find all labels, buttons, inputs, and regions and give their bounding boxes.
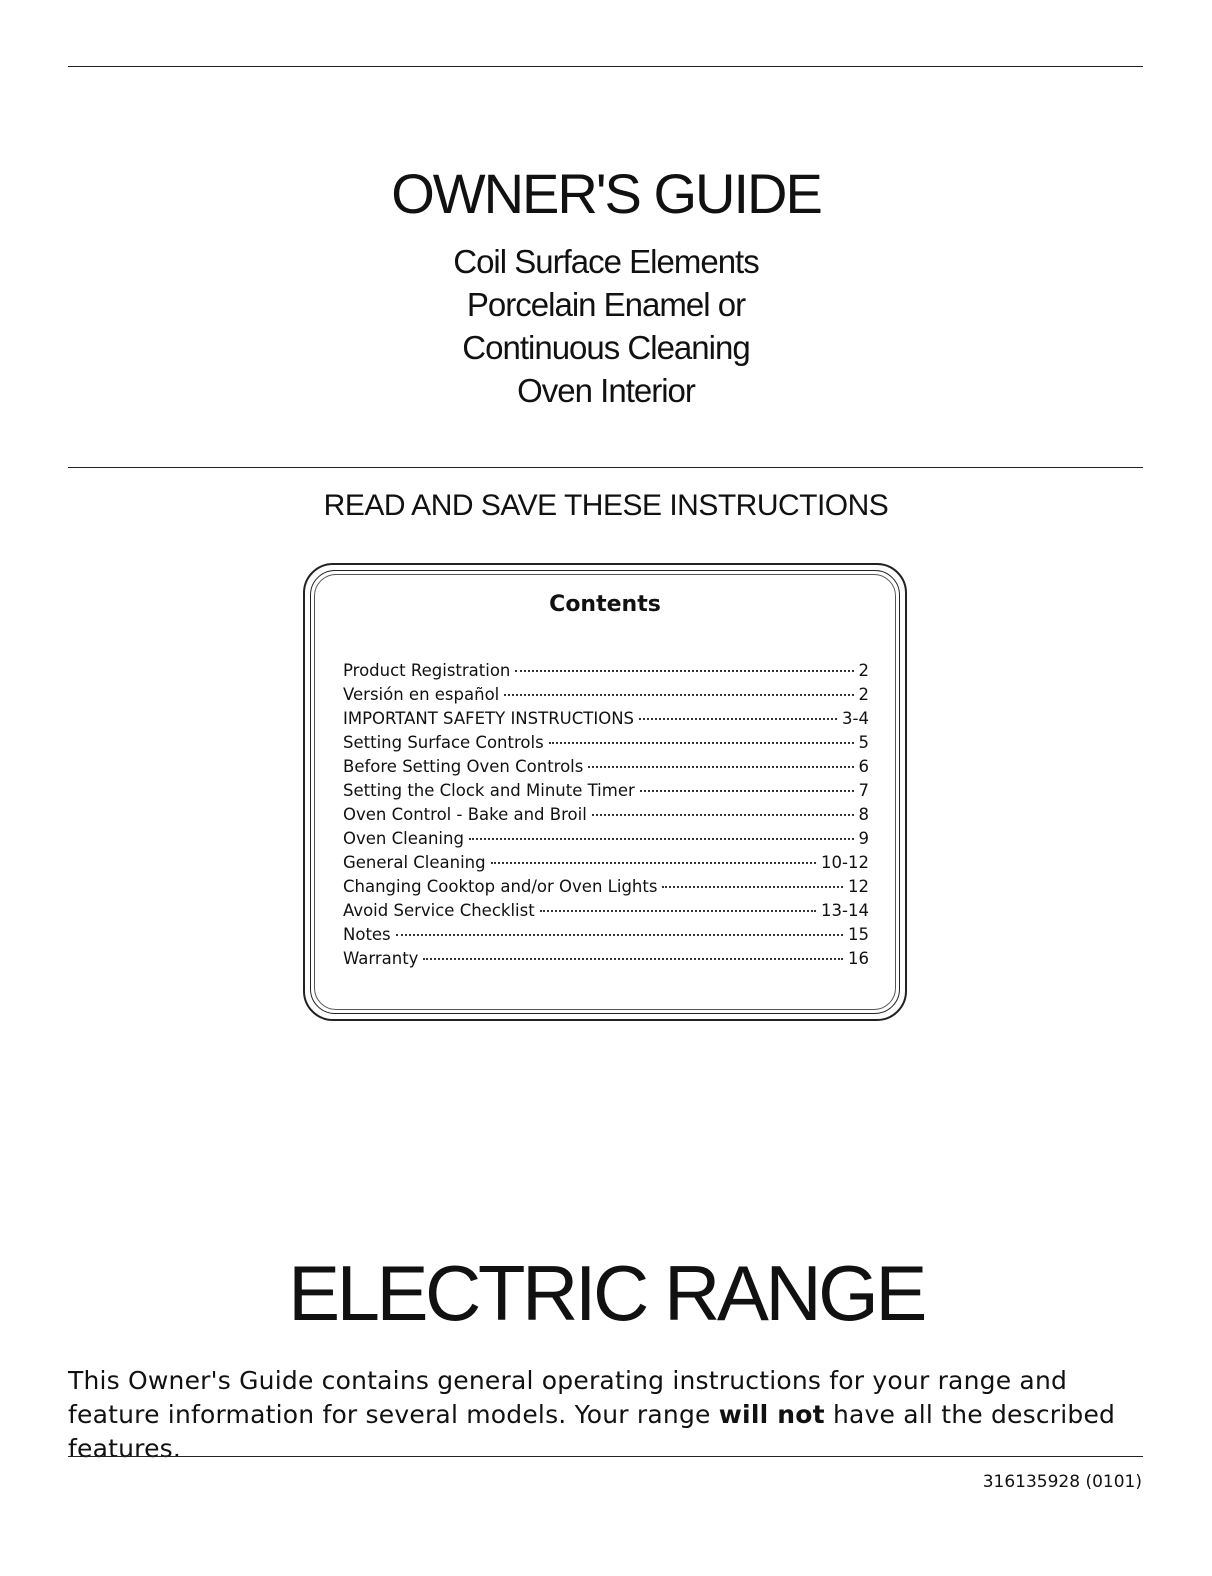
contents-entry bbox=[343, 851, 869, 875]
contents-entry-page: 7 bbox=[858, 781, 869, 800]
bottom-divider bbox=[68, 1456, 1143, 1457]
description-paragraph bbox=[68, 1364, 1148, 1466]
contents-entry-page: 16 bbox=[848, 949, 869, 968]
contents-entry-page: 8 bbox=[858, 805, 869, 824]
subtitle-line: Coil Surface Elements bbox=[453, 243, 759, 280]
contents-entry-page: 5 bbox=[858, 733, 869, 752]
description-text: This Owner's Guide contains general operating instructions for your range and feature information for several models. Your range bbox=[68, 1366, 1068, 1429]
page-title: OWNER'S GUIDE bbox=[391, 162, 821, 225]
contents-entry-page: 2 bbox=[858, 661, 869, 680]
contents-entry-title: Changing Cooktop and/or Oven Lights bbox=[343, 877, 658, 896]
dot-leader bbox=[423, 958, 843, 960]
contents-entry-page: 9 bbox=[858, 829, 869, 848]
contents-entry bbox=[343, 731, 869, 755]
read-save-notice: READ AND SAVE THESE INSTRUCTIONS bbox=[323, 489, 889, 522]
dot-leader bbox=[640, 790, 854, 792]
contents-entry-title: Product Registration bbox=[343, 661, 511, 680]
contents-box bbox=[303, 563, 907, 1021]
contents-entry-title: IMPORTANT SAFETY INSTRUCTIONS bbox=[343, 709, 635, 728]
description-emphasis: will not bbox=[718, 1400, 825, 1429]
subtitle-line: Oven Interior bbox=[517, 372, 695, 409]
contents-entry-title: Before Setting Oven Controls bbox=[343, 757, 584, 776]
contents-entry-page: 15 bbox=[848, 925, 869, 944]
contents-entry-title: Oven Cleaning bbox=[343, 829, 464, 848]
contents-entry bbox=[343, 755, 869, 779]
contents-entry bbox=[343, 875, 869, 899]
subtitle-line: Porcelain Enamel or bbox=[466, 286, 746, 323]
contents-entry bbox=[343, 779, 869, 803]
contents-entry bbox=[343, 659, 869, 683]
subtitle-block bbox=[0, 240, 1212, 412]
middle-divider bbox=[68, 467, 1143, 468]
contents-entry-title: Versión en español bbox=[343, 685, 500, 704]
contents-entry-page: 10-12 bbox=[821, 853, 869, 872]
contents-entry bbox=[343, 827, 869, 851]
contents-entry bbox=[343, 899, 869, 923]
contents-entry-page: 6 bbox=[858, 757, 869, 776]
document-number: 316135928 (0101) bbox=[982, 1472, 1142, 1492]
contents-entry-page: 12 bbox=[848, 877, 869, 896]
dot-leader bbox=[504, 694, 853, 696]
contents-entry-title: Warranty bbox=[343, 949, 419, 968]
subtitle-line: Continuous Cleaning bbox=[462, 329, 750, 366]
contents-entry-title: Oven Control - Bake and Broil bbox=[343, 805, 587, 824]
dot-leader bbox=[639, 718, 837, 720]
contents-entry bbox=[343, 923, 869, 947]
dot-leader bbox=[469, 838, 854, 840]
product-name: ELECTRIC RANGE bbox=[288, 1249, 924, 1337]
dot-leader bbox=[588, 766, 853, 768]
dot-leader bbox=[549, 742, 854, 744]
contents-entry-title: General Cleaning bbox=[343, 853, 486, 872]
contents-entry-page: 13-14 bbox=[821, 901, 869, 920]
contents-entry bbox=[343, 707, 869, 731]
contents-entry bbox=[343, 947, 869, 971]
dot-leader bbox=[662, 886, 843, 888]
contents-heading: Contents bbox=[549, 592, 661, 617]
contents-entry-title: Avoid Service Checklist bbox=[343, 901, 535, 920]
contents-entry-title: Setting Surface Controls bbox=[343, 733, 544, 752]
dot-leader bbox=[592, 814, 854, 816]
dot-leader bbox=[540, 910, 816, 912]
contents-list bbox=[343, 659, 869, 971]
contents-entry-page: 2 bbox=[858, 685, 869, 704]
contents-entry bbox=[343, 683, 869, 707]
contents-entry-title: Setting the Clock and Minute Timer bbox=[343, 781, 635, 800]
contents-entry-page: 3-4 bbox=[842, 709, 869, 728]
dot-leader bbox=[396, 934, 843, 936]
dot-leader bbox=[515, 670, 853, 672]
contents-entry-title: Notes bbox=[343, 925, 391, 944]
top-divider bbox=[68, 66, 1143, 67]
description-text-end: have all the described features. bbox=[68, 1400, 1116, 1463]
dot-leader bbox=[491, 862, 816, 864]
contents-entry bbox=[343, 803, 869, 827]
